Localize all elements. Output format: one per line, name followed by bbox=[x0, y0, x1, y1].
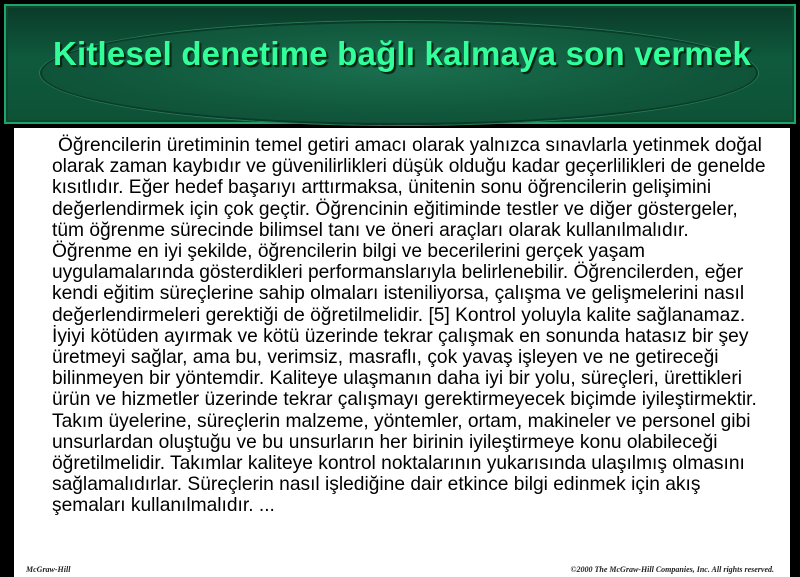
footer-publisher: McGraw-Hill bbox=[26, 565, 71, 574]
footer bbox=[0, 562, 800, 577]
body-paragraph: Öğrencilerin üretiminin temel getiri amacı olarak yalnızca sınavlarla yetinmek doğal olarak zaman kaybıdır ve güvenilirlikleri düşük olduğu kadar geçerlilikleri de genelde kısıtlıdır. Eğer hedef başarıyı arttırmaksa, ünitenin sonu öğrencilerin gelişimini değerlendirmek için çok geçtir. Öğrencinin eğitiminde testler ve diğer göstergeler, tüm öğrenme sürecinde bilimsel tanı ve öneri araçları olarak kullanılmalıdır. Öğrenme en iyi şekilde, öğrencilerin bilgi ve becerilerini gerçek yaşam uygulamalarında gösterdikleri performanslarıyla belirlenebilir. Öğrencilerden, eğer kendi eğitim süreçlerine sahip olmaları isteniliyorsa, çalışma ve gelişmelerini nasıl değerlendirmeleri gerektiği de öğretilmelidir. [5] Kontrol yoluyla kalite sağlanamaz. İyiyi kötüden ayırmak ve kötü üzerinde tekrar çalışmak en sonunda hatasız bir şey üretmeyi sağlar, ama bu, verimsiz, masraflı, çok yavaş işleyen ve ne getireceği bilinmeyen bir yöntemdir. Kaliteye ulaşmanın daha iyi bir yolu, süreçleri, ürettikleri ürün ve hizmetler üzerinde tekrar çalışmayı gerektirmeyecek biçimde iyileştirmektir. Takım üyelerine, süreçlerin malzeme, yöntemler, ortam, makineler ve personel gibi unsurlardan oluştuğu ve bu unsurların her birinin iyileştirmeye konu olabileceği öğretilmelidir. Takımlar kaliteye kontrol noktalarının yukarısında ulaşılmış olmasını sağlamalıdırlar. Süreçlerin nasıl işlediğine dair etkince bilgi edinmek için akış şemaları kullanılmalıdır. ... bbox=[52, 135, 766, 517]
content-area bbox=[14, 128, 790, 577]
slide-title: Kitlesel denetime bağlı kalmaya son vermek bbox=[52, 35, 752, 72]
title-bar bbox=[4, 4, 796, 124]
footer-copyright: ©2000 The McGraw-Hill Companies, Inc. All rights reserved. bbox=[570, 565, 774, 574]
